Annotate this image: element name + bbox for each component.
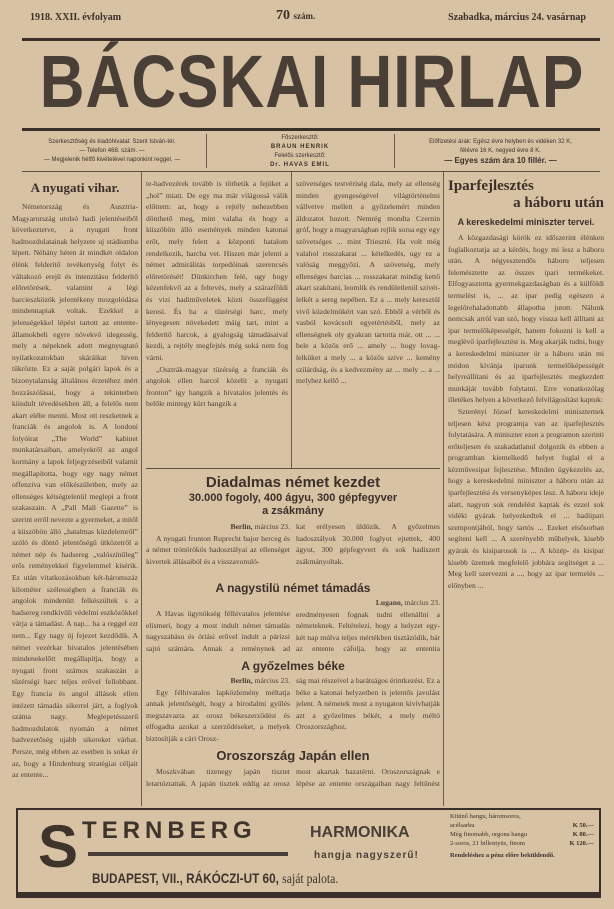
issue-label: szám. (293, 11, 316, 21)
editor-in-chief-label: Főszerkesztő: (281, 135, 319, 141)
masthead-title: BÁCSKAI HIRLAP (39, 40, 585, 124)
subheadline: 30.000 fogoly, 400 ágyu, 300 gépfegyver (188, 492, 398, 504)
headline-nagystilu: A nagystilü német támadás (215, 581, 371, 595)
article-body: Szterényi József kereskedelmi miniszternek teljesen kész programja van az iparfejlesztés folytatására. A miniszter ezen a programon szerinti erőteljesen és szakadatlanul dolgozik és ebben a programban kiemelkedő helyet foglal el a kézművesipar fejlesztése. Minden ügykezelés az, hogy a kereskedelmi miniszter a háboru után az iparfejlesztési és versenyképes lesz. A háboru ideje alatt, nagyon sok rendelést kaptak és ezzel sok vidéki gyárak helyezkedtek el ... hadiipari szempontjából, hogy tartós ... Ezeket elsősorban segíteni kell ... A szerényebb műhelyek, kisebb gyárak és kisiparosok is ... A közép- és kisipar kisebb üzemek megfelelő jobbára segítséget a ... Meg kell szervezni a ..., hogy az ipar termelés ... előnyben ... (448, 406, 604, 590)
dateline-date: március 23. (404, 598, 440, 607)
ad-brand-text: STERNBERG (38, 813, 257, 880)
dateline-place: Lugano, (375, 598, 403, 607)
price-desc: Még finomabb, orgona hangu (450, 831, 528, 838)
article-body: Egy félhivatalos lapközlemény méltatja annak jelentőségét, hogy a birodalmi gyűlés megszavazta az orosz békeszerződést és elfogadta azokat a szerződéseket, a melyek biztosítják a cári Orosz- (146, 687, 290, 743)
ad-footer: Rendeléshez a pénz előre beküldendő. (450, 852, 555, 859)
telephone: — Telefon 468. szám. — (79, 148, 145, 154)
article-body: „Osztrák-magyar tüzérség a franciák és angolok ellen harcol közelit a nyugati fronton” igy hangzik a hivatalos jelentés és belőle mintegy kürt hangzik a (146, 364, 288, 409)
ad-tagline: hangja nagyszerű! (314, 850, 419, 861)
article-continuation (146, 178, 288, 468)
article-body: eredményesen fognak tudni ellenállni a németeknek. Feltételezi, hogy a helyzet egy-két nap múlva teljes mértékben tisztázódik, bár az entente cáfolja, hogy az ententia (296, 609, 440, 654)
article-iparfejlesztes (448, 178, 604, 804)
year-volume: 1918. XXII. évfolyam (30, 12, 122, 23)
ad-address-suffix: saját palota. (282, 872, 339, 887)
price-value: K 50.— (572, 822, 594, 829)
divider (22, 171, 600, 172)
article-continuation (296, 178, 440, 468)
managing-editor: Dr. HAVAS EMIL (270, 162, 330, 168)
article-body: szövetséges testvériség dala, mely az ellenség minden gyengeségével világtörténelmi vállvetve mellett a győzelemért minden áldozatot hozott. Nemrég mondta Czernin gróf, hogy a magyarságban rejlik sorsa egy egy szövetséges ... mint Trieszté. Ha volt még valahol rosszakarat ... kételkedés, ugy ez a valóság meggyőzi. A szövetség, mely ellenséges harcias ... rosszakarat mindig kettő akart szakítani, leomlik és rendületlenül szívét-lelkét a sereg nepében. Ez a ... mely keresztül vivő küzdelmükért van szó. Ebből a vérből és vasból kovácsolt egyetértésből, mely az ellenségnek oly gyakran tartotta már, ott ... ... bele a közös erő ... amely ... hogy lovag-lelküket a mely ... a közös szíve ... kemény szilárdság, és a kedvezmény az ... mely ... a ... melyhez kellő ... (296, 179, 440, 386)
price-value: K 120.— (569, 840, 594, 847)
dateline-date: március 23. (254, 676, 290, 685)
article-title: Iparfejlesztés (448, 178, 534, 194)
publication-schedule: — Megjelenik hétfő kivételével naponkint reggel. — (43, 157, 181, 163)
headline-diadal: Diadalmas német kezdet (205, 474, 381, 491)
office-address: Szerkesztőség és kiadóhivatal: Szent István-tér. (48, 139, 176, 145)
price-value: K 80.— (572, 831, 594, 838)
managing-editor-label: Felelős szerkesztő: (274, 153, 326, 159)
issue-number-value: 70 (276, 8, 290, 23)
article-body: ság mai részeivel a barátságos érintkezést. Ez a béke a katonai helyzetben is jelentős javulást jelent. A németek most a nyugaton kivívhatják azt a győzelmes békét, a mely méltó Oroszországhoz. (296, 676, 440, 732)
article-body: most akartak hazatérni. Oroszországnak e lépése az entente országaiban nagy feltűnést (296, 767, 440, 788)
article-nyugati-vihar (12, 180, 138, 802)
subscription-prices: Előfizetési árak: Egész évre helyben és vidéken 32 K, (429, 139, 572, 145)
ad-price-list (450, 812, 594, 860)
ad-product: HARMONIKA (310, 824, 410, 841)
article-body: kat erélyesen üldözik. A győzelmes hadosztályok 30.000 foglyot ejtettek, 400 ágyut, 300 gépfegyvert és sok hadiszert zsákmányoltak. (296, 522, 440, 566)
ad-address (92, 870, 338, 888)
price-item (450, 812, 594, 830)
divider (394, 134, 395, 168)
divider (206, 134, 207, 168)
divider (443, 172, 444, 806)
subscription-prices-2: félévre 16 K, negyed évre 8 K. (460, 148, 541, 154)
single-copy-price: — Egyes szám ára 10 fillér. — (444, 156, 557, 165)
price-desc: 2-soros, 21 billentyüs, finom (450, 840, 525, 847)
article-body: Moszkvában tizenegy japán tisztet letartóztattak. A japán tisztek eddig az orosz (146, 767, 290, 788)
article-title-line2: a háboru után (513, 195, 604, 211)
ad-address-text: BUDAPEST, VII., RÁKÓCZI-UT 60, (92, 870, 279, 886)
article-subtitle: A kereskedelmi miniszter tervei. (457, 217, 595, 227)
price-item (450, 839, 594, 848)
divider (291, 172, 292, 468)
article-body: te-hadvezérek tovább is törhetik a fejüket a „hol” miatt. De egy ma már világossá válik előttem: az, hogy a rejtély nehezebben dönthető meg, mint valaha és hogy a küszöbön álló események minden katonai erőt, mely felett a központi hatalom rendelkezik, harcba vet. Hiszen már jelenti a német admirálitás torpedóinak szerencsés előretörését! Dünkirchen felé, ugy hogy kézenfekvő az a feltevés, mely a szárazföldi és vizi hadiműveletek közti összefüggést keresi. És ha a tüzérségi harc, mely lényegesen növekedett máig tart, mint a felderítő harcok, a gyalogság támadásaival kezdi, a rejtély megfejtés még soká nem fog várni. (146, 179, 288, 362)
headline-orosz: Oroszország Japán ellen (216, 748, 370, 763)
dateline-place: Berlin, (230, 522, 253, 531)
publisher-info (22, 138, 202, 165)
place-date: Szabadka, március 24. vasárnap (448, 12, 586, 23)
price-desc: Kitünő hangu, háromsoros, acélsarku (450, 813, 521, 829)
issue-number (276, 8, 315, 24)
divider (141, 172, 142, 806)
dateline-place: Berlin, (230, 676, 253, 685)
price-item (450, 830, 594, 839)
ad-brand (38, 813, 298, 880)
news-section (146, 468, 440, 806)
headline-gyozelmes: A győzelmes béke (241, 659, 345, 673)
subscription-info (398, 138, 603, 165)
divider (22, 128, 600, 131)
article-body: Németország és Ausztria-Magyarország utolsó hadi jelentéseiből következtetve, a nyugati front hadmozdulatainak helyzete uj stádiumba lépett. Néhány héten át mindkét oldalon élénk felderítő tevékenység folyt és váltakozó erejű és intenzitásu felderítő előretörések, valamint a légi harcieszközök jelentékeny mozgolódása mindennapiak voltak. Ezekkel a jelenségekkel lépést tartott az entente-államokbeli egyre növekvő idegesség, mely a népeknek adott megnyugtató nyilatkozatokban skáráikat hiven tükrözte. Ez a saját polgári lapok és a bizonytalanság általános érzetéhez mért hozzászólásai, hogy a tekintetben kiindult tévedésekben áll, a felelős nem akart elébe menni. Most ott reszketnek a franciák és angolok is. A londoni folyóirat „The World” kabinet munkatársaiban, amelyekről az angol kormány a lapok feljegyzéseiből valamit megállapította, hogy egy nagy német offenziva van előkészületben, mely az ellenséges kétségtelenül meglepi a front szakaszain. A „Pall Mall Gazette” is szerint erről nevezte a gyermeket, a mitől a küszöbön álló „hatalmas küzdelemről” szóló és döntő jelentőségű ütközetről a német nép és hadsereg „valószínűleg” erős reményekkel figyelemmel kísérik. Ez után vitatkozásokban két-háromszáz kilométer szélességben a franciák és angolok mindenütt felkészültek s a hadsereg rendkívüli védelmi eszközökkel várja a támadást. A nap... ha a reggel ezt nem... Egy nagy új fejezet kezdődik. A német vezérkar hivatalos jelentésében mindenekelőtt megállapítja, hogy a nyugati front számos szakaszán a tüzérségi harc teljes erővel fellobbant. Egy francia és angol állások ellen intézett támadás sikerrel járt, a foglyok száma nagy. Meglepetésszerű hadmozdulatok nyomán a német hadvezetőség ujabb sikereket várhat. Persze, még ebben az esetben is sokat ér az, hogy a Hindenburg stratégiai céljait az entente... (12, 202, 138, 780)
advertisement-sternberg (16, 808, 601, 898)
article-body: A Havas ügynökség félhivatalos jelentése elismeri, hogy a most indult német támadás nagyszabásu és óriási erővel indult a párizsi sajtó számára. Annak a reménynek ad (146, 609, 290, 653)
article-body: A közgazdasági körök ez időszerint élénken foglalkoztatja az a kérdés, hogy mi lesz a háboru után. A négyesztendős háboru teljesen felemésztette az összes ipari termékeket. Elfogyasztotta gyermekgazdaságban és a külföldi termelést is, ... az ipar pedig egészen a legelőrehaladottabb állapotba jutott. Nálunk nemcsak arról van szó, hogy vissza kell állítani az ipar termelőképességét, hanem fokozni is kell a meglévő iparfejlesztést is. Meg akarják tudni, hogy a kereskedelmi miniszter úr a háboru után mi módon kívánja iparunk termelőképességét helyreállítani és az iparfejlesztés megkezdett munkáját tovább folytatni. Erre vonatkozólag illetékes helyen a következő felvilágosítást kaptuk: (448, 233, 604, 405)
divider (88, 852, 288, 856)
article-body: A nyugati fronton Ruprecht bajor herceg és a német trónörökös hadosztályai az ellenséget kivertek állásaiból és a visszavonuló- (146, 533, 290, 566)
dateline-date: március 23. (254, 522, 290, 531)
editor-in-chief: BRAUN HENRIK (270, 144, 330, 150)
subheadline-2: a zsákmány (262, 505, 324, 517)
editors-info (210, 134, 390, 170)
article-title: A nyugati vihar. (30, 180, 120, 195)
